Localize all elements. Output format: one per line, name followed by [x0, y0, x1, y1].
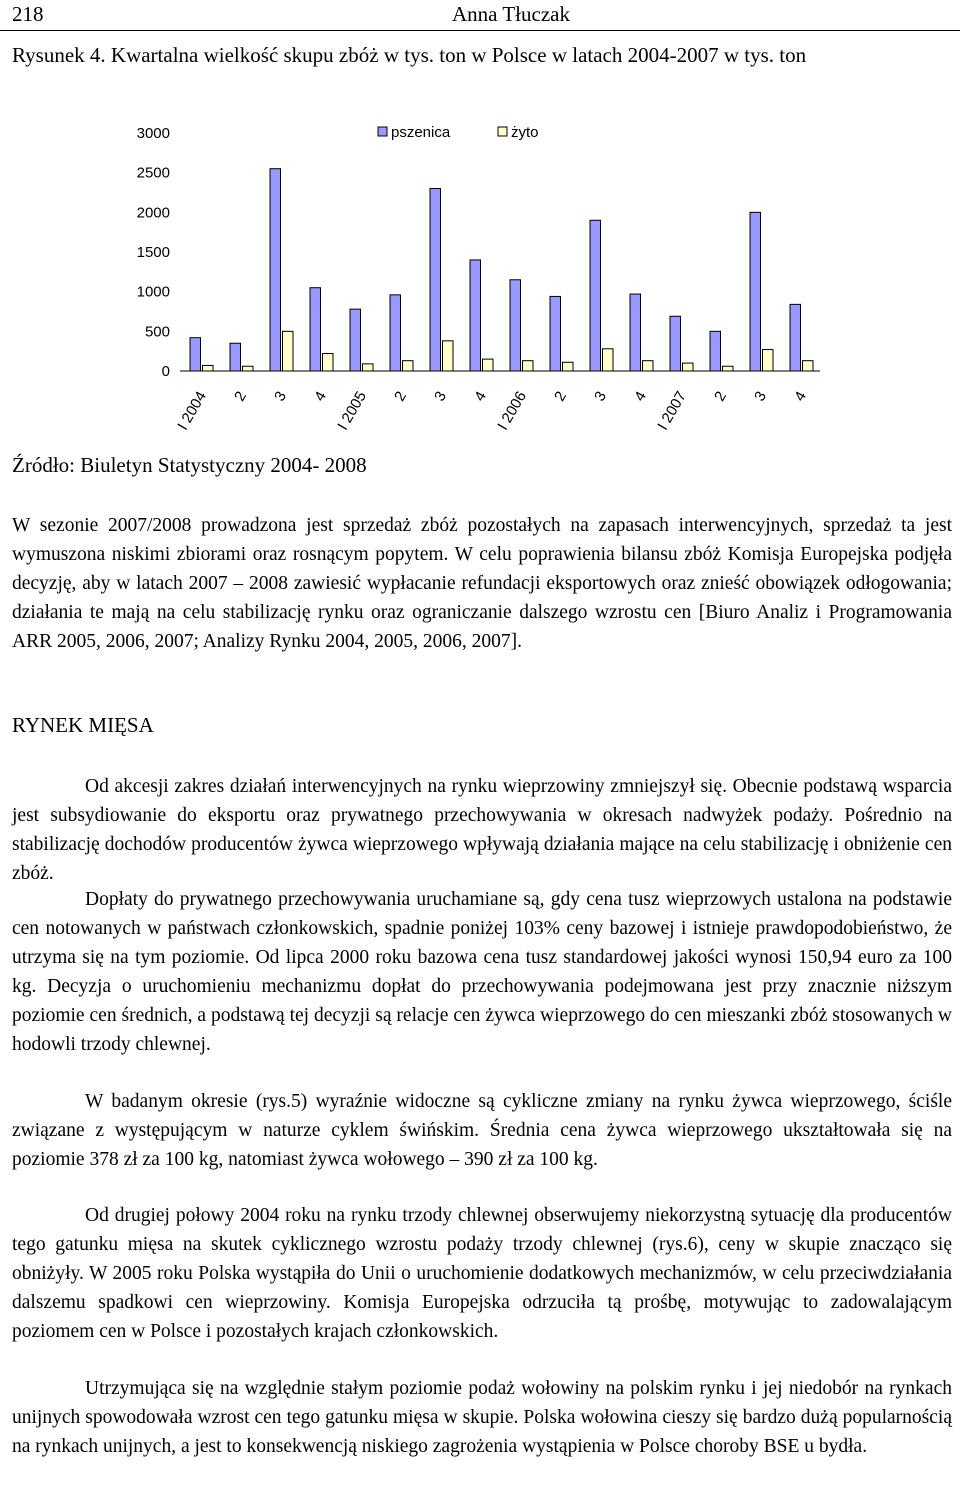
- legend-label: żyto: [511, 124, 539, 141]
- x-tick-label: I 2006: [494, 388, 530, 434]
- bar-pszenica: [750, 212, 761, 371]
- paragraph: W sezonie 2007/2008 prowadzona jest sprzedaż zbóż pozostałych na zapasach interwencyjnych, sprzedaż ta jest wymuszona niskimi zbiorami oraz rosnącym popytem. W celu poprawienia bilansu zbóż Komisja Europejska podjęła decyzję, aby w latach 2007 – 2008 zawiesić wypłacanie refundacji eksportowych oraz znieść obowiązek odłogowania; działania te mają na celu stabilizację rynku oraz ograniczanie dalszego wzrostu cen [Biuro Analiz i Programowania ARR 2005, 2006, 2007; Analizy Rynku 2004, 2005, 2006, 2007].: [12, 515, 952, 652]
- bar-pszenica: [710, 331, 721, 371]
- bar-pszenica: [190, 338, 201, 371]
- legend-swatch-pszenica: [378, 127, 387, 136]
- paragraph: Od akcesji zakres działań interwencyjnych na rynku wieprzowiny zmniejszył się. Obecnie podstawą wsparcia jest subsydiowanie do eksportu oraz prywatnego przechowywania w okresach nadwyżek podaży. Pośrednio na stabilizację dochodów producentów żywca wieprzowego wpływają działania mające na celu stabilizację i obniżenie cen zbóż.: [12, 776, 952, 884]
- legend-label: pszenica: [391, 124, 451, 141]
- bar-pszenica: [270, 169, 281, 371]
- bar-pszenica: [550, 296, 561, 371]
- x-tick-label: 2: [391, 388, 410, 405]
- bar-pszenica: [230, 343, 241, 371]
- bar-żyto: [603, 349, 614, 371]
- bar-pszenica: [630, 294, 641, 371]
- bar-pszenica: [670, 316, 681, 371]
- bar-żyto: [723, 366, 734, 371]
- x-tick-label: 4: [311, 388, 330, 405]
- x-tick-label: I 2007: [654, 388, 690, 434]
- bar-pszenica: [470, 260, 481, 371]
- bar-żyto: [283, 331, 294, 371]
- figure-caption: Rysunek 4. Kwartalna wielkość skupu zbóż w tys. ton w Polsce w latach 2004-2007 w tys. ton: [12, 43, 807, 67]
- bar-żyto: [803, 361, 814, 371]
- bar-pszenica: [590, 220, 601, 371]
- y-tick-label: 0: [161, 363, 170, 380]
- bar-żyto: [683, 363, 694, 371]
- x-tick-label: I 2005: [334, 388, 370, 434]
- x-tick-label: 2: [711, 388, 730, 405]
- bar-żyto: [203, 365, 214, 371]
- bar-żyto: [563, 362, 574, 371]
- y-tick-label: 2500: [136, 164, 170, 182]
- y-tick-label: 1500: [136, 244, 170, 261]
- bar-chart: [0, 115, 960, 445]
- x-tick-label: 3: [271, 388, 290, 405]
- bar-żyto: [483, 359, 494, 371]
- running-head-author: Anna Tłuczak: [452, 2, 570, 26]
- bar-żyto: [763, 350, 774, 371]
- page-header: [0, 0, 960, 31]
- y-tick-label: 1000: [136, 283, 170, 301]
- bar-żyto: [403, 361, 414, 371]
- y-tick-label: 2000: [136, 204, 170, 222]
- legend-swatch-żyto: [498, 127, 507, 136]
- bar-pszenica: [790, 304, 801, 371]
- figure-source: Źródło: Biuletyn Statystyczny 2004- 2008: [12, 453, 367, 477]
- bar-żyto: [643, 361, 654, 371]
- bar-żyto: [523, 361, 534, 371]
- bar-pszenica: [310, 288, 321, 371]
- x-tick-label: 3: [591, 388, 610, 405]
- bar-pszenica: [350, 309, 361, 371]
- y-tick-label: 3000: [136, 125, 170, 142]
- section-heading: RYNEK MIĘSA: [12, 713, 154, 737]
- page-number: 218: [12, 2, 44, 26]
- bar-żyto: [323, 354, 334, 371]
- x-tick-label: 3: [751, 388, 770, 405]
- bar-żyto: [363, 364, 374, 371]
- x-tick-label: 3: [431, 388, 450, 405]
- paragraph: Utrzymująca się na względnie stałym poziomie podaż wołowiny na polskim rynku i jej niedobór na rynkach unijnych spowodowała wzrost cen tego gatunku mięsa w skupie. Polska wołowina cieszy się bardzo dużą popularnością na rynkach unijnych, a jest to konsekwencją niskiego zagrożenia wystąpienia w Polsce choroby BSE u bydła.: [12, 1378, 952, 1457]
- x-tick-label: 4: [791, 388, 810, 405]
- bar-żyto: [443, 341, 454, 371]
- y-tick-label: 500: [144, 323, 170, 341]
- paragraph: W badanym okresie (rys.5) wyraźnie widoczne są cykliczne zmiany na rynku żywca wieprzowego, ściśle związane z występującym w naturze cyklem świńskim. Średnia cena żywca wieprzowego ukształtowała się na poziomie 378 zł za 100 kg, natomiast żywca wołowego – 390 zł za 100 kg.: [12, 1091, 952, 1170]
- bar-pszenica: [510, 280, 521, 371]
- x-tick-label: 2: [551, 388, 570, 405]
- x-tick-label: 4: [631, 388, 650, 405]
- bar-pszenica: [390, 295, 401, 371]
- x-tick-label: 4: [471, 388, 490, 405]
- paragraph: Dopłaty do prywatnego przechowywania uruchamiane są, gdy cena tusz wieprzowych ustalona na podstawie cen notowanych w państwach członkowskich, spadnie poniżej 103% ceny bazowej i istnieje prawdopodobieństwo, że utrzyma się na tym poziomie. Od lipca 2000 roku bazowa cena tusz standardowej jakości wynosi 150,94 euro za 100 kg. Decyzja o uruchomieniu mechanizmu dopłat do przechowywania podejmowana jest przy znacznie niższym poziomie cen średnich, a podstawą tej decyzji są relacje cen żywca wieprzowego do cen mieszanki zbóż stosowanych w hodowli trzody chlewnej.: [12, 889, 952, 1055]
- x-tick-label: 2: [231, 388, 250, 405]
- paragraph: Od drugiej połowy 2004 roku na rynku trzody chlewnej obserwujemy niekorzystną sytuację dla producentów tego gatunku mięsa na skutek cyklicznego wzrostu podaży trzody chlewnej (rys.6), ceny w skupie znacząco się obniżyły. W 2005 roku Polska wystąpiła do Unii o uruchomienie dodatkowych mechanizmów, w celu przeciwdziałania dalszemu spadkowi cen wieprzowiny. Komisja Europejska odrzuciła tą prośbę, motywując to zadowalającym poziomem cen w Polsce i pozostałych krajach członkowskich.: [12, 1205, 952, 1342]
- x-tick-label: I 2004: [174, 388, 210, 434]
- bar-żyto: [243, 366, 254, 371]
- bar-pszenica: [430, 189, 441, 371]
